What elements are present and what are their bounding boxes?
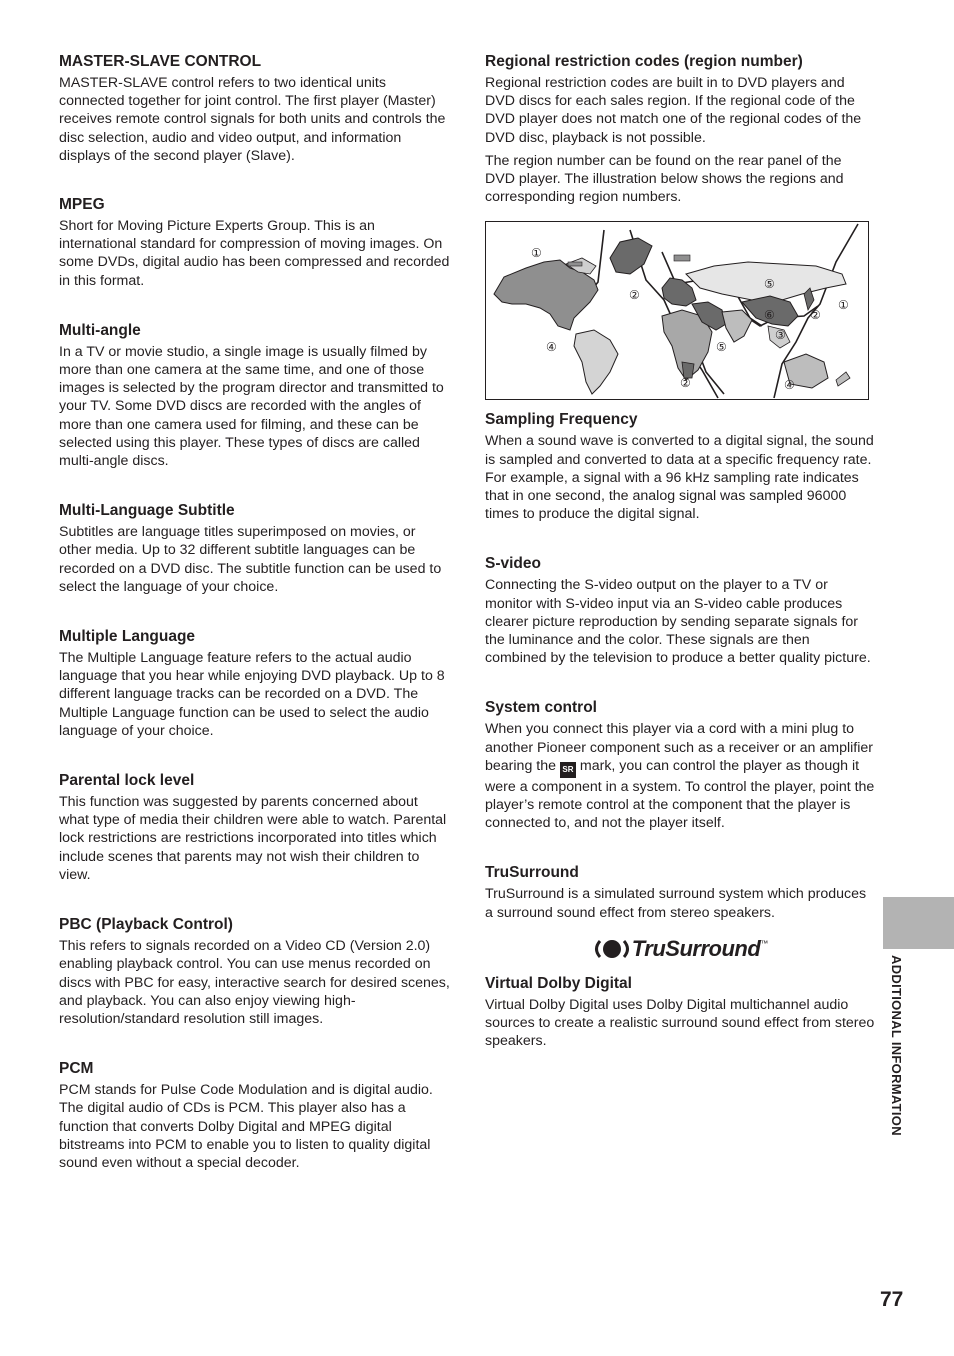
entry-text: Virtual Dolby Digital uses Dolby Digital multichannel audio sources to create a realistic surround sound effect from stereo speakers. — [485, 996, 875, 1050]
entry-heading: Parental lock level — [59, 772, 195, 790]
entry-multi-language-subtitle — [59, 501, 451, 596]
map-label-region-5: ⑤ — [716, 340, 727, 355]
entry-heading: Sampling Frequency — [485, 411, 638, 429]
trademark-symbol: ™ — [760, 938, 769, 948]
entry-parental-lock — [59, 771, 451, 884]
section-tab — [883, 897, 954, 949]
entry-heading: MASTER-SLAVE CONTROL — [59, 53, 262, 70]
region-map — [485, 221, 869, 400]
entry-pcm — [59, 1059, 451, 1172]
entry-heading: MPEG — [59, 196, 105, 214]
entry-text: PCM stands for Pulse Code Modulation and is digital audio. The digital audio of CDs is PCM. This player also has a function that converts Dolby Digital and MPEG digital bitstreams into PCM to enable you to listen to quality digital sound even without a special decoder. — [59, 1082, 433, 1171]
map-label-region-4: ④ — [784, 378, 795, 393]
entry-text — [485, 720, 875, 832]
entry-pbc — [59, 915, 451, 1028]
entry-text: The Multiple Language feature refers to the actual audio language that you hear while enjoying DVD playback. Up to 8 different language tracks can be recorded on a DVD. The Multiple Language function can be used to select the audio language of your choice. — [59, 650, 445, 739]
entry-text: When a sound wave is converted to a digital signal, the sound is sampled and converted to data at a specific frequency rate. For example, a signal with a 96 kHz sampling rate indicates that in one second, the analog signal was sampled 96000 times to produce the digital signal. — [485, 433, 874, 523]
entry-heading: TruSurround — [485, 864, 579, 882]
sr-mark-icon: SR — [560, 762, 576, 778]
entry-master-slave — [59, 52, 451, 165]
map-label-region-1: ① — [531, 246, 542, 261]
entry-heading: PBC (Playback Control) — [59, 916, 233, 934]
entry-multi-angle — [59, 321, 451, 470]
entry-text: Connecting the S-video output on the player to a TV or monitor with S-video input via an S-video cable produces clearer picture reproduction by sending separate signals for the luminance and the color. These signals are then combined by the television to produce a better quality picture. — [485, 577, 871, 667]
left-column — [59, 52, 451, 1172]
text-segment: When you connect this player via a cord with a mini plug to another Pioneer component such as a receiver or an amplifier bearing the — [485, 721, 874, 774]
entry-system-control — [485, 698, 875, 832]
entry-heading: Multi-Language Subtitle — [59, 502, 235, 520]
map-label-region-2: ② — [680, 376, 691, 391]
entry-text: In a TV or movie studio, a single image is usually filmed by more than one camera at the same time, and one of those images is selected by the program director and transmitted to your TV. Some DVD discs are recorded with the angles of more than one camera used for filming, and these can be selected using this player. These types of discs are called multi-angle discs. — [59, 343, 444, 470]
entry-heading: Virtual Dolby Digital — [485, 974, 632, 992]
entry-multiple-language — [59, 627, 451, 740]
map-label-region-5: ⑤ — [764, 277, 775, 292]
text-segment: mark, you can control the player as though it were a component in a system. To control the player, point the player’s remote control at the component that the player is connected to, and not the player itself. — [485, 757, 875, 832]
entry-text: Regional restriction codes are built in to DVD players and DVD discs for each sales region. If the regional code of the DVD player does not match one of the regional codes of the DVD disc, playback is not possible. — [485, 75, 862, 146]
map-label-region-2: ② — [810, 308, 821, 323]
section-label-text: ADDITIONAL INFORMATION — [889, 955, 904, 1136]
map-label-region-4: ④ — [546, 340, 557, 355]
entry-virtual-dolby — [485, 974, 875, 1051]
entry-trusurround — [485, 863, 875, 961]
map-label-region-3: ③ — [775, 328, 786, 343]
entry-text: This function was suggested by parents concerned about what type of media their children were able to watch. Parental lock restrictions are restrictions incorporated into titles which include scenes that parents may not wish their children to view. — [59, 794, 447, 883]
entry-text: The region number can be found on the rear panel of the DVD player. The illustration below shows the regions and corresponding region numbers. — [485, 152, 844, 206]
entry-region-codes — [485, 52, 875, 206]
entry-heading: S-video — [485, 555, 541, 573]
page-number: 77 — [880, 1288, 904, 1311]
entry-heading: System control — [485, 699, 597, 717]
right-column — [485, 52, 875, 1050]
entry-mpeg — [59, 195, 451, 290]
entry-sampling-frequency — [485, 410, 875, 523]
trusurround-symbol-icon — [592, 938, 632, 960]
entry-heading: PCM — [59, 1060, 94, 1078]
entry-heading: Regional restriction codes (region number) — [485, 53, 803, 70]
entry-s-video — [485, 554, 875, 667]
map-label-region-1: ① — [838, 298, 849, 313]
entry-heading: Multiple Language — [59, 628, 196, 646]
entry-text: This refers to signals recorded on a Video CD (Version 2.0) enabling playback control. You can use menus recorded on discs with PBC for easy, interactive search for desired scenes, and playback. You can also enjoy viewing high-resolution/standard resolution still images. — [59, 938, 450, 1027]
entry-text: Short for Moving Picture Experts Group. This is an international standard for compression of moving images. On some DVDs, digital audio has been compressed and recorded in this format. — [59, 218, 450, 289]
entry-heading: Multi-angle — [59, 321, 141, 339]
trusurround-logo — [485, 936, 875, 962]
entry-text: Subtitles are language titles superimposed on movies, or other media. Up to 32 different subtitle languages can be recorded on a DVD disc. The subtitle function can be used to select the language of your choice. — [59, 524, 442, 595]
map-label-region-6: ⑥ — [764, 308, 775, 323]
map-label-region-2: ② — [629, 288, 640, 303]
section-label — [884, 955, 908, 1155]
entry-text: TruSurround is a simulated surround system which produces a surround sound effect from stereo speakers. — [485, 886, 867, 921]
trusurround-logo-text: TruSurround — [631, 935, 761, 961]
entry-text: MASTER-SLAVE control refers to two identical units connected together for joint control. The first player (Master) receives remote control signals for both units and controls the disc selection, audio and video output, and information displays of the second player (Slave). — [59, 75, 446, 164]
